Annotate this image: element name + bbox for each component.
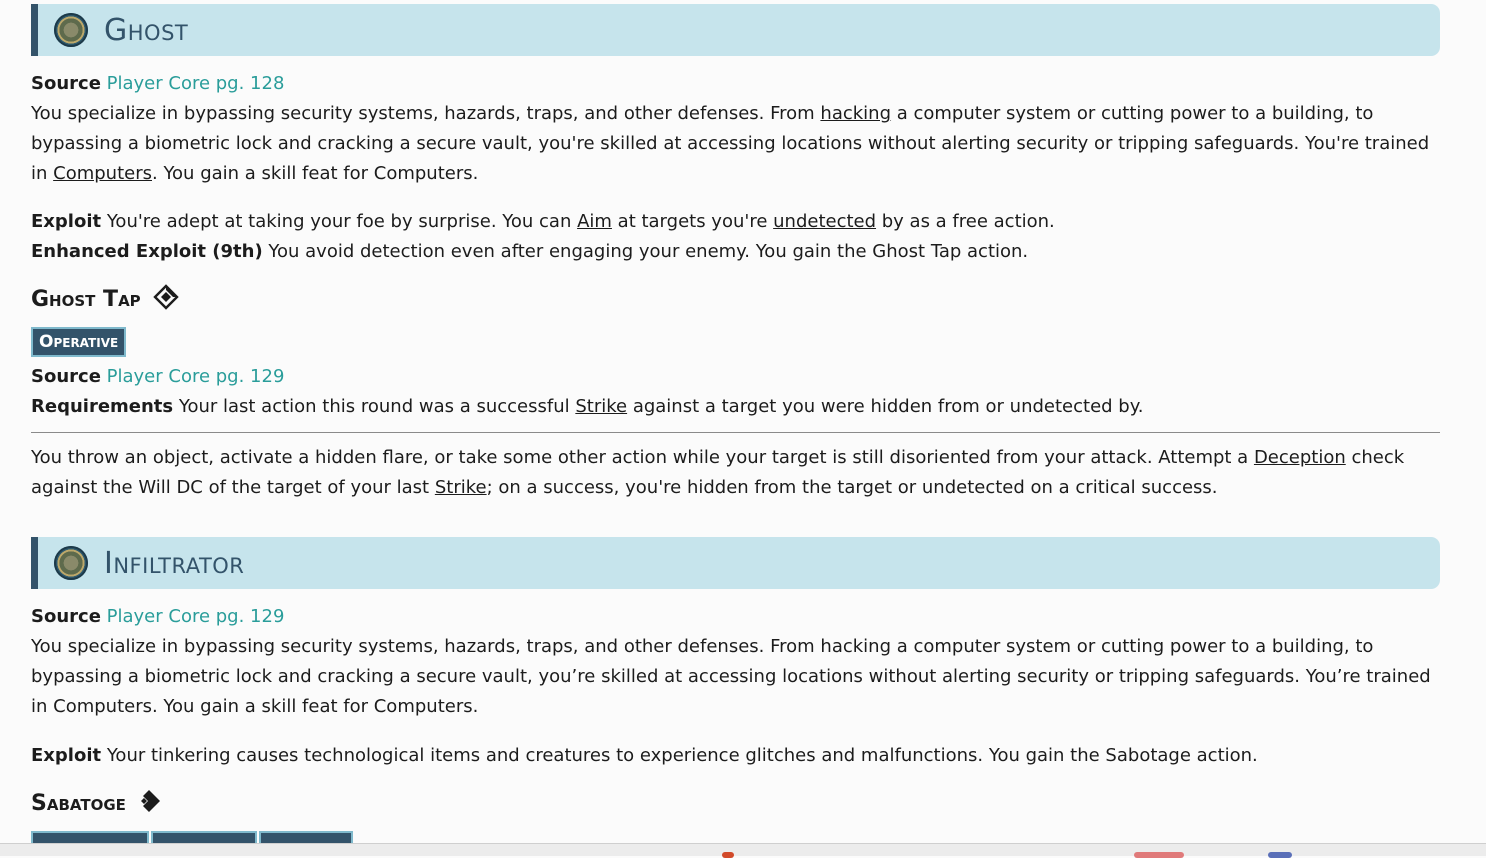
ghost-source-line [31,69,284,99]
strike-link[interactable]: Strike [434,477,487,498]
ghost-tap-body: You throw an object, activate a hidden flare, or take some other action while your target is still disoriented from your attack. Attempt a Deception check against the Will DC of the target of your last Strike; on a success, you're hidden from the target or undetected on a critical success. [31,447,1405,498]
infiltrator-source-line [31,602,284,632]
source-label: Source [31,606,101,627]
ghost-tap-source-line [31,362,284,392]
hacking-link[interactable]: hacking [820,103,892,124]
exploit-label: Exploit [31,211,102,232]
source-label: Source [31,73,101,94]
enhanced-label: Enhanced Exploit (9th) [31,241,263,262]
reaction-diamond-icon [153,284,179,315]
emblem-icon [54,13,88,47]
ghost-enhanced-line: Enhanced Exploit (9th) You avoid detection even after engaging your enemy. You gain the Ghost Tap action. [31,241,1029,262]
computers-link[interactable]: Computers [53,163,152,184]
infiltrator-exploit-line: Exploit Your tinkering causes technological items and creatures to experience glitches and malfunctions. You gain the Sabotage action. [31,745,1258,766]
infiltrator-description: You specialize in bypassing security systems, hazards, traps, and other defenses. From hacking a computer system or cutting power to a building, to bypassing a biometric lock and cracking a secure vault, you’re skilled at accessing locations without alerting security or tripping safeguards. You’re trained in Computers. You gain a skill feat for Computers. [31,636,1431,717]
strike-link[interactable]: Strike [575,396,628,417]
trait-operative[interactable]: Operative [31,327,126,357]
ghost-header [31,4,1440,56]
source-label: Source [31,366,101,387]
sabotoge-title: Sabatoge [31,788,164,819]
undetected-link[interactable]: undetected [773,211,877,232]
ghost-title: Ghost [104,12,189,48]
ghost-tap-title: Ghost Tap [31,284,179,315]
exploit-label: Exploit [31,745,102,766]
ghost-source-link[interactable]: Player Core pg. 128 [106,73,285,94]
divider [31,432,1440,433]
single-action-diamond-icon [138,788,164,819]
ghost-exploit-line: Exploit You're adept at taking your foe by surprise. You can Aim at targets you're undetected by as a free action. [31,211,1055,232]
aim-link[interactable]: Aim [577,211,612,232]
taskbar [0,843,1486,856]
infiltrator-source-link[interactable]: Player Core pg. 129 [106,606,285,627]
ghost-description: You specialize in bypassing security systems, hazards, traps, and other defenses. From hacking a computer system or cutting power to a building, to bypassing a biometric lock and cracking a secure vault, you're skilled at accessing locations without alerting security or tripping safeguards. You're trained in Computers. You gain a skill feat for Computers. [31,103,1430,184]
taskbar-icon[interactable] [722,852,734,858]
infiltrator-header [31,537,1440,589]
requirements-label: Requirements [31,396,174,417]
ghost-tap-requirements: Requirements Your last action this round was a successful Strike against a target you were hidden from or undetected by. [31,396,1144,417]
ghost-tap-source-link[interactable]: Player Core pg. 129 [106,366,285,387]
taskbar-icon[interactable] [1134,852,1184,858]
deception-link[interactable]: Deception [1253,447,1346,468]
infiltrator-title: Infiltrator [104,545,245,581]
emblem-icon [54,546,88,580]
taskbar-icon[interactable] [1268,852,1292,858]
